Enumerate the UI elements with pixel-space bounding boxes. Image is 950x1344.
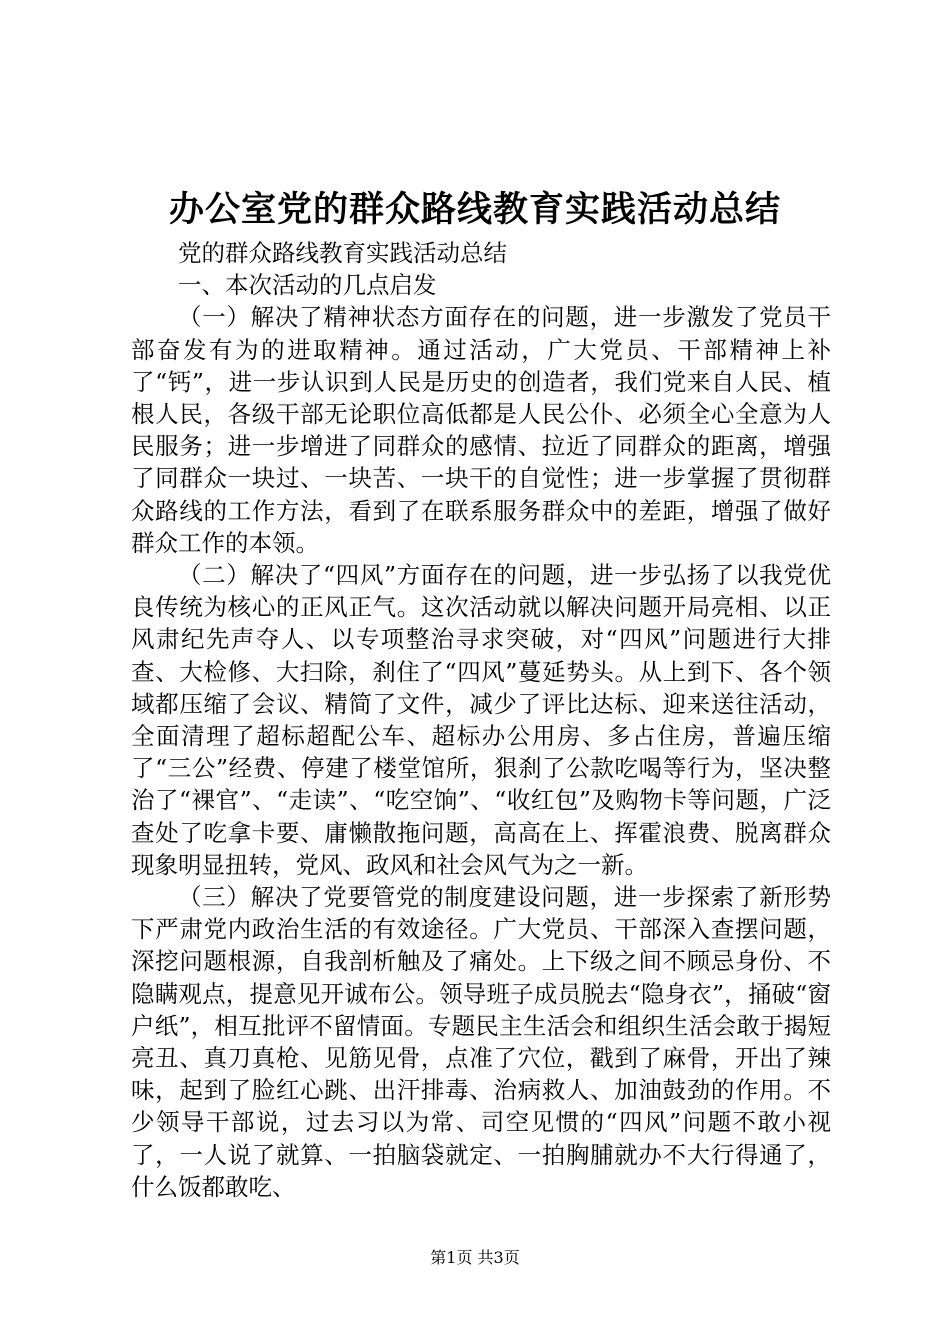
document-title: 办公室党的群众路线教育实践活动总结 (168, 190, 781, 230)
section-heading: 一、本次活动的几点启发 (178, 271, 437, 300)
body-paragraph: （一）解决了精神状态方面存在的问题，进一步激发了党员干部奋发有为的进取精神。通过活动，广大党员、干部精神上补了“钙”，进一步认识到人民是历史的创造者，我们党来自人民、植根人民，各级干部无论职位高低都是人民公仆、必须全心全意为人民服务；进一步增进了同群众的感情、拉近了同群众的距离，增强了同群众一块过、一块苦、一块干的自觉性；进一步掌握了贯彻群众路线的工作方法，看到了在联系服务群众中的差距，增强了做好群众工作的本领。 (131, 303, 831, 557)
page-footer (0, 1248, 950, 1268)
page-number: 第1页 共3页 (430, 1248, 520, 1267)
document-body (131, 237, 831, 1203)
body-paragraph: （二）解决了“四风”方面存在的问题，进一步弘扬了以我党优良传统为核心的正风正气。这次活动就以解决问题开局亮相、以正风肃纪先声夺人、以专项整治寻求突破，对“四风”问题进行大排查、大检修、大扫除，刹住了“四风”蔓延势头。从上到下、各个领域都压缩了会议、精简了文件，减少了评比达标、迎来送往活动，全面清理了超标超配公车、超标办公用房、多占住房，普遍压缩了“三公”经费、停建了楼堂馆所，狠刹了公款吃喝等行为，坚决整治了“裸官”、“走读”、“吃空饷”、“收红包”及购物卡等问题，广泛查处了吃拿卡要、庸懒散拖问题，高高在上、挥霍浪费、脱离群众现象明显扭转，党风、政风和社会风气为之一新。 (131, 561, 831, 879)
body-paragraph: （三）解决了党要管党的制度建设问题，进一步探索了新形势下严肃党内政治生活的有效途径。广大党员、干部深入查摆问题，深挖问题根源，自我剖析触及了痛处。上下级之间不顾忌身份、不隐瞒观点，提意见开诚布公。领导班子成员脱去“隐身衣”，捅破“窗户纸”，相互批评不留情面。专题民主生活会和组织生活会敢于揭短亮丑、真刀真枪、见筋见骨，点准了穴位，戳到了麻骨，开出了辣味，起到了脸红心跳、出汗排毒、治病救人、加油鼓劲的作用。不少领导干部说，过去习以为常、司空见惯的“四风”问题不敢小视了，一人说了就算、一拍脑袋就定、一拍胸脯就办不大行得通了，什么饭都敢吃、 (131, 883, 831, 1201)
subtitle-paragraph: 党的群众路线教育实践活动总结 (178, 239, 507, 267)
